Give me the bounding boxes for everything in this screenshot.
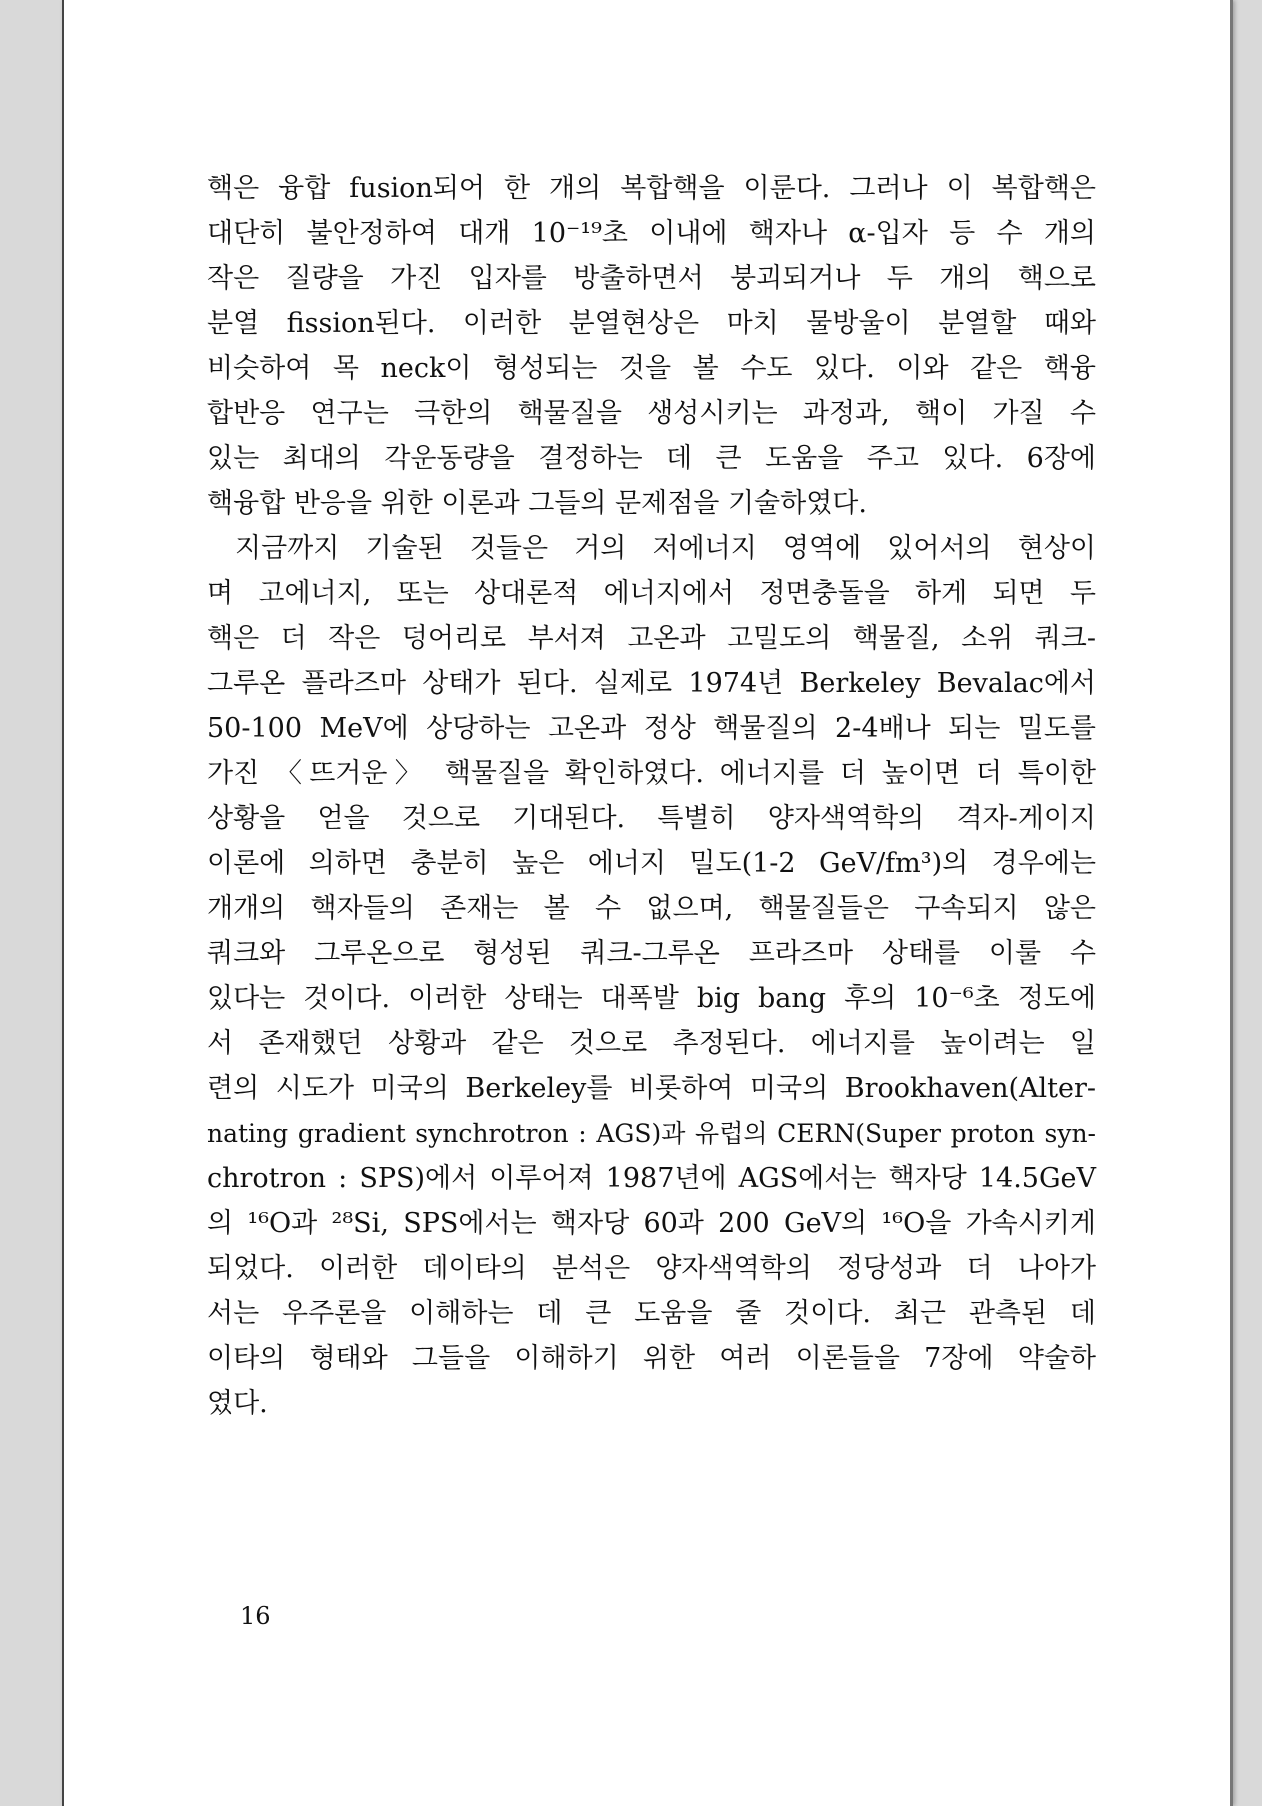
text-line: 분열 fission된다. 이러한 분열현상은 마치 물방울이 분열할 때와: [207, 308, 1096, 339]
text-line: 며 고에너지, 또는 상대론적 에너지에서 정면충돌을 하게 되면 두: [207, 578, 1096, 609]
text-line: 그루온 플라즈마 상태가 된다. 실제로 1974년 Berkeley Bevalac에서: [207, 668, 1096, 699]
text-line: 상황을 얻을 것으로 기대된다. 특별히 양자색역학의 격자-게이지: [207, 803, 1096, 834]
text-line: 핵은 융합 fusion되어 한 개의 복합핵을 이룬다. 그러나 이 복합핵은: [207, 173, 1096, 204]
text-line: 비슷하여 목 neck이 형성되는 것을 볼 수도 있다. 이와 같은 핵융: [207, 353, 1096, 384]
paragraph-1: [207, 166, 1096, 526]
text-line: 있는 최대의 각운동량을 결정하는 데 큰 도움을 주고 있다. 6장에: [207, 443, 1096, 474]
text-line: 쿼크와 그루온으로 형성된 쿼크-그루온 프라즈마 상태를 이룰 수: [207, 938, 1096, 969]
text-line: 가진 〈뜨거운〉 핵물질을 확인하였다. 에너지를 더 높이면 더 특이한: [207, 758, 1096, 789]
page-number: 16: [240, 1602, 271, 1630]
text-line: 50-100 MeV에 상당하는 고온과 정상 핵물질의 2-4배나 되는 밀도를: [207, 713, 1096, 744]
text-line: 핵융합 반응을 위한 이론과 그들의 문제점을 기술하였다.: [207, 488, 867, 519]
text-line: 였다.: [207, 1388, 268, 1419]
text-line: 작은 질량을 가진 입자를 방출하면서 붕괴되거나 두 개의 핵으로: [207, 263, 1096, 294]
paragraph-2: [207, 526, 1096, 1426]
text-line: 되었다. 이러한 데이타의 분석은 양자색역학의 정당성과 더 나아가: [207, 1253, 1096, 1284]
text-line: 서 존재했던 상황과 같은 것으로 추정된다. 에너지를 높이려는 일: [207, 1028, 1096, 1059]
text-line: chrotron : SPS)에서 이루어져 1987년에 AGS에서는 핵자당 14.5GeV: [207, 1163, 1096, 1194]
text-line: 핵은 더 작은 덩어리로 부서져 고온과 고밀도의 핵물질, 소위 쿼크-: [207, 623, 1096, 654]
text-line: 련의 시도가 미국의 Berkeley를 비롯하여 미국의 Brookhaven(Alter-: [207, 1073, 1096, 1104]
text-line: 있다는 것이다. 이러한 상태는 대폭발 big bang 후의 10⁻⁶초 정도에: [207, 983, 1096, 1014]
text-line: 이타의 형태와 그들을 이해하기 위한 여러 이론들을 7장에 약술하: [207, 1343, 1096, 1374]
text-line: 의 ¹⁶O과 ²⁸Si, SPS에서는 핵자당 60과 200 GeV의 ¹⁶O을 가속시키게: [207, 1208, 1096, 1239]
text-line: nating gradient synchrotron : AGS)과 유럽의 CERN(Super proton syn-: [207, 1119, 1096, 1148]
text-line: 지금까지 기술된 것들은 거의 저에너지 영역에 있어서의 현상이: [235, 533, 1096, 564]
text-line: 합반응 연구는 극한의 핵물질을 생성시키는 과정과, 핵이 가질 수: [207, 398, 1096, 429]
text-line: 대단히 불안정하여 대개 10⁻¹⁹초 이내에 핵자나 α-입자 등 수 개의: [207, 218, 1096, 249]
text-line: 서는 우주론을 이해하는 데 큰 도움을 줄 것이다. 최근 관측된 데: [207, 1298, 1096, 1329]
body-text: [207, 166, 1096, 1426]
text-line: 이론에 의하면 충분히 높은 에너지 밀도(1-2 GeV/fm³)의 경우에는: [207, 848, 1096, 879]
text-line: 개개의 핵자들의 존재는 볼 수 없으며, 핵물질들은 구속되지 않은: [207, 893, 1096, 924]
